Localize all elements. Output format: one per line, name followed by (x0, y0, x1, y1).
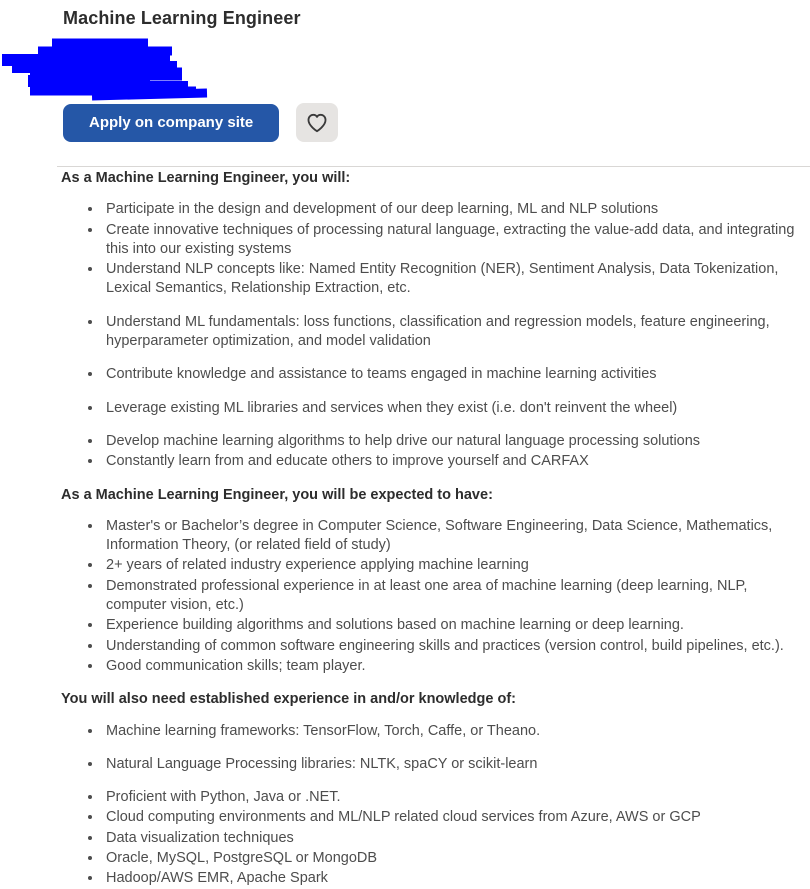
bullet-item: • Experience building algorithms and solutions based on machine learning or deep learning. (103, 615, 797, 635)
bullet-item: • Hadoop/AWS EMR, Apache Spark (103, 868, 797, 888)
job-title: Machine Learning Engineer (63, 8, 301, 28)
section-heading: You will also need established experience in and/or knowledge of: (61, 691, 516, 708)
bullet-item: • Natural Language Processing libraries: NLTK, spaCY or scikit-learn (103, 754, 797, 774)
bullet-item: • Constantly learn from and educate others to improve yourself and CARFAX (103, 451, 797, 471)
bullet-item: • Understand ML fundamentals: loss functions, classification and regression models, feature engineering, hyperparameter optimization, and model validation (103, 312, 797, 352)
apply-button[interactable]: Apply on company site (63, 104, 279, 142)
bullet-item: • Develop machine learning algorithms to help drive our natural language processing solutions (103, 431, 797, 451)
bullet-list (61, 516, 797, 676)
action-bar (63, 103, 810, 142)
bullet-list (61, 199, 797, 471)
bullet-item: • Machine learning frameworks: TensorFlow, Torch, Caffe, or Theano. (103, 721, 797, 741)
bullet-item: • Leverage existing ML libraries and services when they exist (i.e. don't reinvent the wheel) (103, 398, 797, 418)
bullet-item: • Contribute knowledge and assistance to teams engaged in machine learning activities (103, 364, 797, 384)
save-job-button[interactable] (296, 103, 338, 142)
bullet-item: • Data visualization techniques (103, 828, 797, 848)
job-description (57, 166, 810, 889)
section-heading: As a Machine Learning Engineer, you will be expected to have: (61, 486, 493, 503)
bullet-list (61, 721, 797, 889)
bullet-item: • Understanding of common software engineering skills and practices (version control, build pipelines, etc.). (103, 636, 797, 656)
bullet-item: • Demonstrated professional experience in at least one area of machine learning (deep learning, NLP, computer vision, etc.) (103, 576, 797, 616)
company-info-redaction (0, 38, 212, 100)
bullet-item: • Proficient with Python, Java or .NET. (103, 787, 797, 807)
job-posting-page (0, 6, 810, 887)
section-heading: As a Machine Learning Engineer, you will: (61, 170, 351, 186)
bullet-item: • Understand NLP concepts like: Named Entity Recognition (NER), Sentiment Analysis, Data Tokenization, Lexical Semantics, Relationship Extraction, etc. (103, 259, 797, 299)
heart-icon (306, 113, 328, 133)
bullet-item: • Oracle, MySQL, PostgreSQL or MongoDB (103, 848, 797, 868)
bullet-item: • Participate in the design and development of our deep learning, ML and NLP solutions (103, 199, 797, 219)
bullet-item: • Cloud computing environments and ML/NLP related cloud services from Azure, AWS or GCP (103, 807, 797, 827)
bullet-item: • 2+ years of related industry experience applying machine learning (103, 555, 797, 575)
bullet-item: • Create innovative techniques of processing natural language, extracting the value-add data, and integrating this into our existing systems (103, 220, 797, 260)
bullet-item: • Good communication skills; team player. (103, 656, 797, 676)
bullet-item: • Master's or Bachelor’s degree in Computer Science, Software Engineering, Data Science, Mathematics, Information Theory, (or related field of study) (103, 516, 797, 556)
